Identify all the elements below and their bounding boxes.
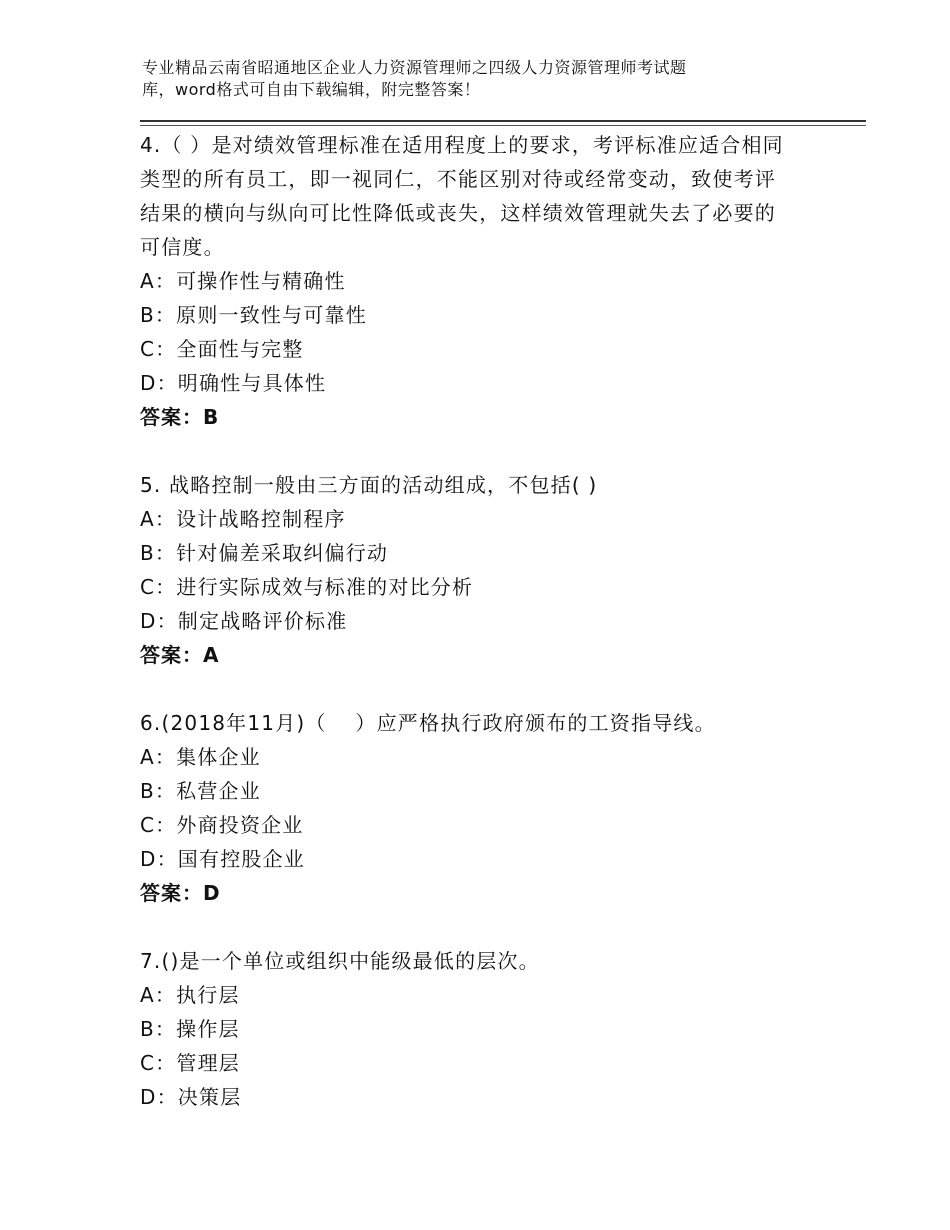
- question-6: [140, 706, 820, 910]
- header-divider-thick: [140, 120, 866, 122]
- option-b: B：私营企业: [140, 779, 261, 803]
- option-a: A：执行层: [140, 983, 240, 1007]
- question-spacer: [140, 910, 820, 944]
- option-c: C：外商投资企业: [140, 813, 304, 837]
- question-text-line: 结果的横向与纵向可比性降低或丧失，这样绩效管理就失去了必要的: [140, 201, 776, 225]
- question-7: [140, 944, 820, 1114]
- answer-label: 答案：D: [140, 881, 221, 905]
- question-list: [140, 128, 820, 1114]
- option-b: B：原则一致性与可靠性: [140, 303, 367, 327]
- question-text-line: 7.()是一个单位或组织中能级最低的层次。: [140, 949, 540, 973]
- option-a: A：可操作性与精确性: [140, 269, 346, 293]
- document-header: [142, 57, 842, 101]
- question-spacer: [140, 672, 820, 706]
- question-text-line: 类型的所有员工，即一视同仁，不能区别对待或经常变动，致使考评: [140, 167, 776, 191]
- header-line-2: 库，word格式可自由下载编辑，附完整答案！: [142, 80, 481, 99]
- question-4: [140, 128, 820, 434]
- header-line-1: 专业精品云南省昭通地区企业人力资源管理师之四级人力资源管理师考试题: [142, 58, 687, 77]
- option-c: C：全面性与完整: [140, 337, 304, 361]
- option-d: D：决策层: [140, 1085, 242, 1109]
- option-d: D：制定战略评价标准: [140, 609, 348, 633]
- option-c: C：管理层: [140, 1051, 240, 1075]
- question-text-line: 可信度。: [140, 235, 225, 259]
- question-spacer: [140, 434, 820, 468]
- question-text-line: 5. 战略控制一般由三方面的活动组成，不包括( ): [140, 473, 598, 497]
- question-5: [140, 468, 820, 672]
- header-divider-thin: [140, 125, 866, 126]
- option-a: A：集体企业: [140, 745, 261, 769]
- option-b: B：操作层: [140, 1017, 240, 1041]
- option-d: D：明确性与具体性: [140, 371, 327, 395]
- question-text-line: 6.(2018年11月)（ ）应严格执行政府颁布的工资指导线。: [140, 711, 716, 735]
- option-a: A：设计战略控制程序: [140, 507, 346, 531]
- answer-label: 答案：A: [140, 643, 220, 667]
- option-c: C：进行实际成效与标准的对比分析: [140, 575, 474, 599]
- option-b: B：针对偏差采取纠偏行动: [140, 541, 389, 565]
- option-d: D：国有控股企业: [140, 847, 306, 871]
- question-text-line: 4.（ ）是对绩效管理标准在适用程度上的要求，考评标准应适合相同: [140, 133, 784, 157]
- answer-label: 答案：B: [140, 405, 220, 429]
